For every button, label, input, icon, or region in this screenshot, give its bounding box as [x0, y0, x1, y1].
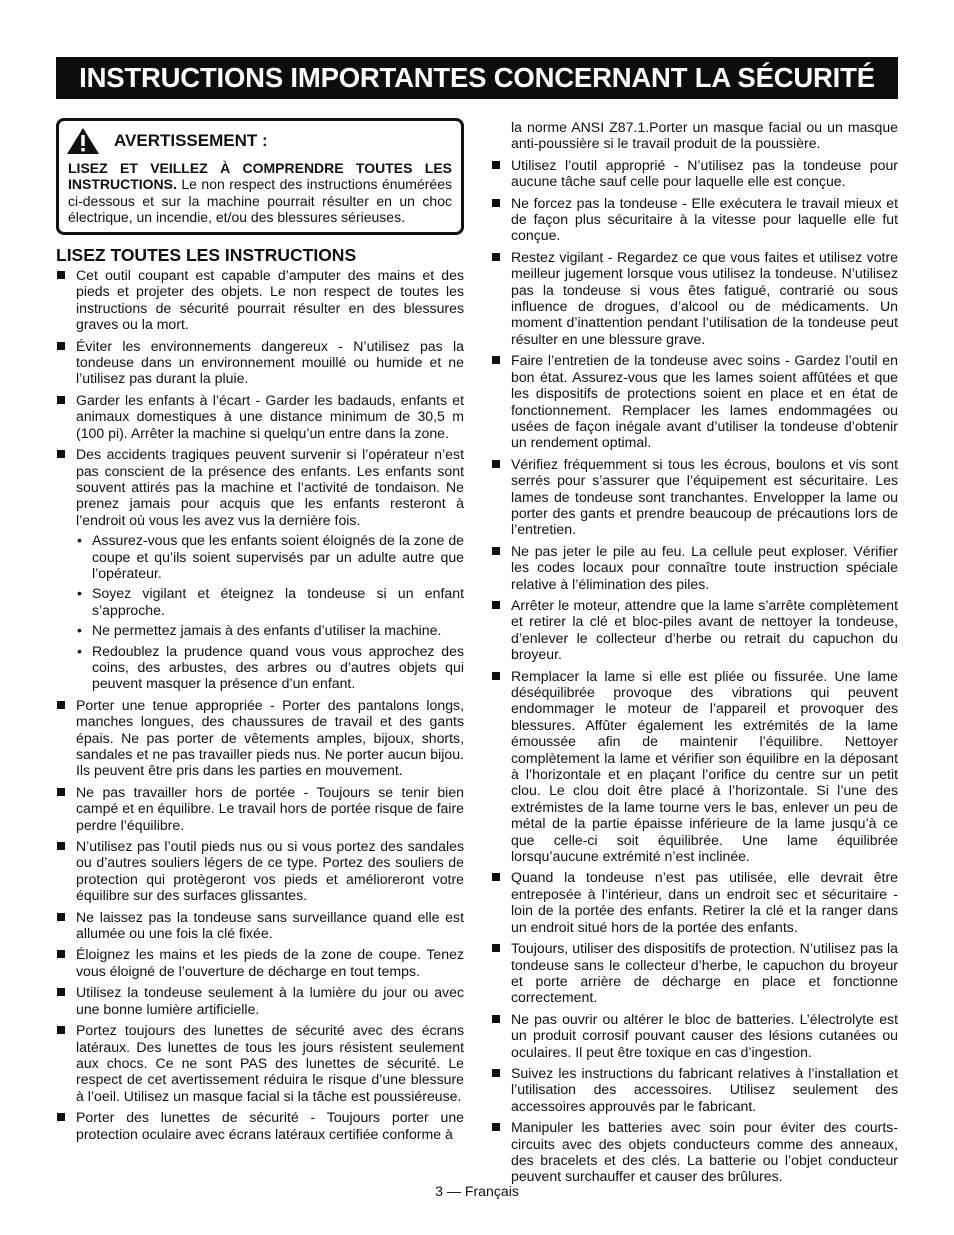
warning-body-text: Le non respect des instructions énumérées ci-dessous et sur la machine pourrait résulter en un choc électrique, un incendie, et/ou des blessures sérieuses. [68, 176, 452, 226]
warning-header [68, 127, 452, 155]
sub-list-item: • Redoublez la prudence quand vous vous approchez des coins, des arbustes, des arbres ou d’autres objets qui peuvent masquer la présence d’un enfant. [76, 643, 464, 692]
right-column [491, 119, 898, 1190]
warning-triangle-icon [66, 127, 100, 155]
list-item: Porter des lunettes de sécurité - Toujours porter une protection oculaire avec écrans latéraux certifiée conforme à [56, 1109, 464, 1142]
list-item: Porter une tenue appropriée - Porter des pantalons longs, manches longues, des chaussures de travail et des gants épais. Ne pas porter de vêtements amples, bijoux, shorts, sandales et ne pas travailler pieds nus. Ne porter aucun bijou. Ils peuvent être pris dans les parties en mouvement. [56, 697, 464, 779]
right-bullet-list [491, 119, 898, 1185]
list-item: Arrêter le moteur, attendre que la lame s’arrête complètement et retirer la clé et bloc-piles avant de nettoyer la tondeuse, d’enlever le collecteur d’herbe ou retrait du capuchon du broyeur. [491, 597, 898, 663]
children-sublist [76, 532, 464, 692]
list-item: Manipuler les batteries avec soin pour éviter des courts-circuits avec des objets conducteurs comme des anneaux, des bracelets et des clés. La batterie ou l’objet conducteur peuvent surchauffer et causer des brûlures. [491, 1119, 898, 1185]
list-item: Cet outil coupant est capable d’amputer des mains et des pieds et projeter des objets. Le non respect de toutes les instructions de sécurité pourrait résulter en des blessures graves ou la mort. [56, 267, 464, 333]
list-item: Éviter les environnements dangereux - N’utilisez pas la tondeuse dans un environnement mouillé ou humide et ne l’utilisez pas durant la pluie. [56, 338, 464, 387]
list-item: Vérifiez fréquemment si tous les écrous, boulons et vis sont serrés pour s’assurer que l’équipement est sécuritaire. Les lames de tondeuse sont tranchantes. Envelopper la lame ou porter des gants et prendre beaucoup de précautions lors de l’entretien. [491, 456, 898, 538]
left-bullet-list [56, 267, 464, 1142]
list-item: Toujours, utiliser des dispositifs de protection. N’utilisez pas la tondeuse sans le collecteur d’herbe, le capuchon du broyeur et porte arrière de décharge en place et fonctionne correctement. [491, 940, 898, 1006]
warning-title: AVERTISSEMENT : [114, 130, 268, 150]
warning-bold-text: LISEZ ET VEILLEZ À COMPRENDRE TOUTES LES INSTRUCTIONS. [68, 160, 452, 193]
list-item: Ne pas jeter le pile au feu. La cellule peut exploser. Vérifier les codes locaux pour connaître toute instruction spéciale relative à l’élimination des piles. [491, 543, 898, 592]
warning-box [56, 118, 464, 235]
list-item [56, 446, 464, 692]
list-item: Restez vigilant - Regardez ce que vous faites et utilisez votre meilleur jugement lorsque vous utilisez la tondeuse. N’utilisez pas la tondeuse si vous êtes fatigué, contrarié ou sous influence de drogues, d’alcool ou de médicaments. Un moment d’inattention pendant l’utilisation de la tondeuse peut résulter en une blessure grave. [491, 249, 898, 347]
list-item: Quand la tondeuse n’est pas utilisée, elle devrait être entreposée à l’intérieur, dans un endroit sec et sécuritaire - loin de la portée des enfants. Retirer la clé et la ranger dans un endroit situé hors de la portée des enfants. [491, 869, 898, 935]
left-column [56, 118, 464, 1147]
section-heading: LISEZ TOUTES LES INSTRUCTIONS [56, 244, 357, 265]
list-item: Portez toujours des lunettes de sécurité avec des écrans latéraux. Des lunettes de tous les jours résistent seulement aux chocs. Ce ne sont PAS des lunettes de sécurité. Le respect de cet avertissement réduira le risque d’une blessure à l’oeil. Utilisez un masque facial si la tâche est poussiéreuse. [56, 1022, 464, 1104]
list-item: Ne pas ouvrir ou altérer le bloc de batteries. L’électrolyte est un produit corrosif pouvant causer des lésions cutanées ou oculaires. Il peut être toxique en cas d’ingestion. [491, 1011, 898, 1060]
list-item: Utilisez la tondeuse seulement à la lumière du jour ou avec une bonne lumière artificielle. [56, 984, 464, 1017]
list-item: Faire l’entretien de la tondeuse avec soins - Gardez l’outil en bon état. Assurez-vous que les lames soient affûtées et que les dispositifs de protections soient en place et en état de fonctionnement. Remplacer les lames endommagées ou usées de façon inégale avant d’utiliser la tondeuse d’obtenir un rendement optimal. [491, 352, 898, 450]
list-item: Éloignez les mains et les pieds de la zone de coupe. Tenez vous éloigné de l’ouverture de décharge en tout temps. [56, 946, 464, 979]
list-item: Ne forcez pas la tondeuse - Elle exécutera le travail mieux et de façon plus sécuritaire à la vitesse pour laquelle elle fut conçue. [491, 195, 898, 244]
sub-list-item: • Soyez vigilant et éteignez la tondeuse si un enfant s’approche. [76, 585, 464, 618]
list-item: Utilisez l’outil approprié - N’utilisez pas la tondeuse pour aucune tâche sauf celle pour laquelle elle est conçue. [491, 157, 898, 190]
sub-list-item: • Ne permettez jamais à des enfants d’utiliser la machine. [76, 622, 464, 638]
page-title: INSTRUCTIONS IMPORTANTES CONCERNANT LA SÉCURITÉ [56, 57, 898, 99]
list-item: Garder les enfants à l’écart - Garder les badauds, enfants et animaux domestiques à une distance minimum de 30,5 m (100 pi). Arrêter la machine si quelqu’un entre dans la zone. [56, 392, 464, 441]
list-item: Ne laissez pas la tondeuse sans surveillance quand elle est allumée ou une fois la clé fixée. [56, 909, 464, 942]
list-item-continuation: la norme ANSI Z87.1.Porter un masque facial ou un masque anti-poussière si le travail produit de la poussière. [511, 119, 898, 152]
warning-text [68, 160, 452, 226]
list-item-text: Des accidents tragiques peuvent survenir si l’opérateur n’est pas conscient de la présence des enfants. Les enfants sont souvent attirés pas la machine et l’activité de tondaison. Ne prenez jamais pour acquis que les enfants resteront à l’endroit où vous les avez vus la dernière fois. [76, 446, 464, 528]
page-footer: 3 — Français [435, 1183, 519, 1199]
sub-list-item: • Assurez-vous que les enfants soient éloignés de la zone de coupe et qu’ils soient supervisés par un adulte autre que l’opérateur. [76, 532, 464, 581]
list-item: Ne pas travailler hors de portée - Toujours se tenir bien campé et en équilibre. Le travail hors de portée risque de faire perdre l’équilibre. [56, 784, 464, 833]
list-item: Remplacer la lame si elle est pliée ou fissurée. Une lame déséquilibrée provoque des vibrations qui peuvent endommager le moteur de l’appareil et provoquer des blessures. Affûter également les extrémités de la lame émoussée afin de maintenir l’équilibre. Nettoyer complètement la lame et vérifier son équilibre en la déposant à l’horizontale et en plaçant l’orifice du centre sur un petit clou. Le clou doit être placé à l’horizontale. Si l’une des extrémistes de la lame tourne vers le bas, enlever un peu de métal de la partie épaisse inférieure de la lame jusqu’à ce que celle-ci soit équilibrée. Une lame équilibrée lorsqu’aucune extrémité n’est inclinée. [491, 668, 898, 865]
list-item: Suivez les instructions du fabricant relatives à l’installation et l’utilisation des accessoires. Utilisez seulement des accessoires approuvés par le fabricant. [491, 1065, 898, 1114]
list-item: N’utilisez pas l’outil pieds nus ou si vous portez des sandales ou d’autres souliers légers de ce type. Portez des souliers de protection qui protègeront vos pieds et amélioreront votre équilibre sur des surfaces glissantes. [56, 838, 464, 904]
